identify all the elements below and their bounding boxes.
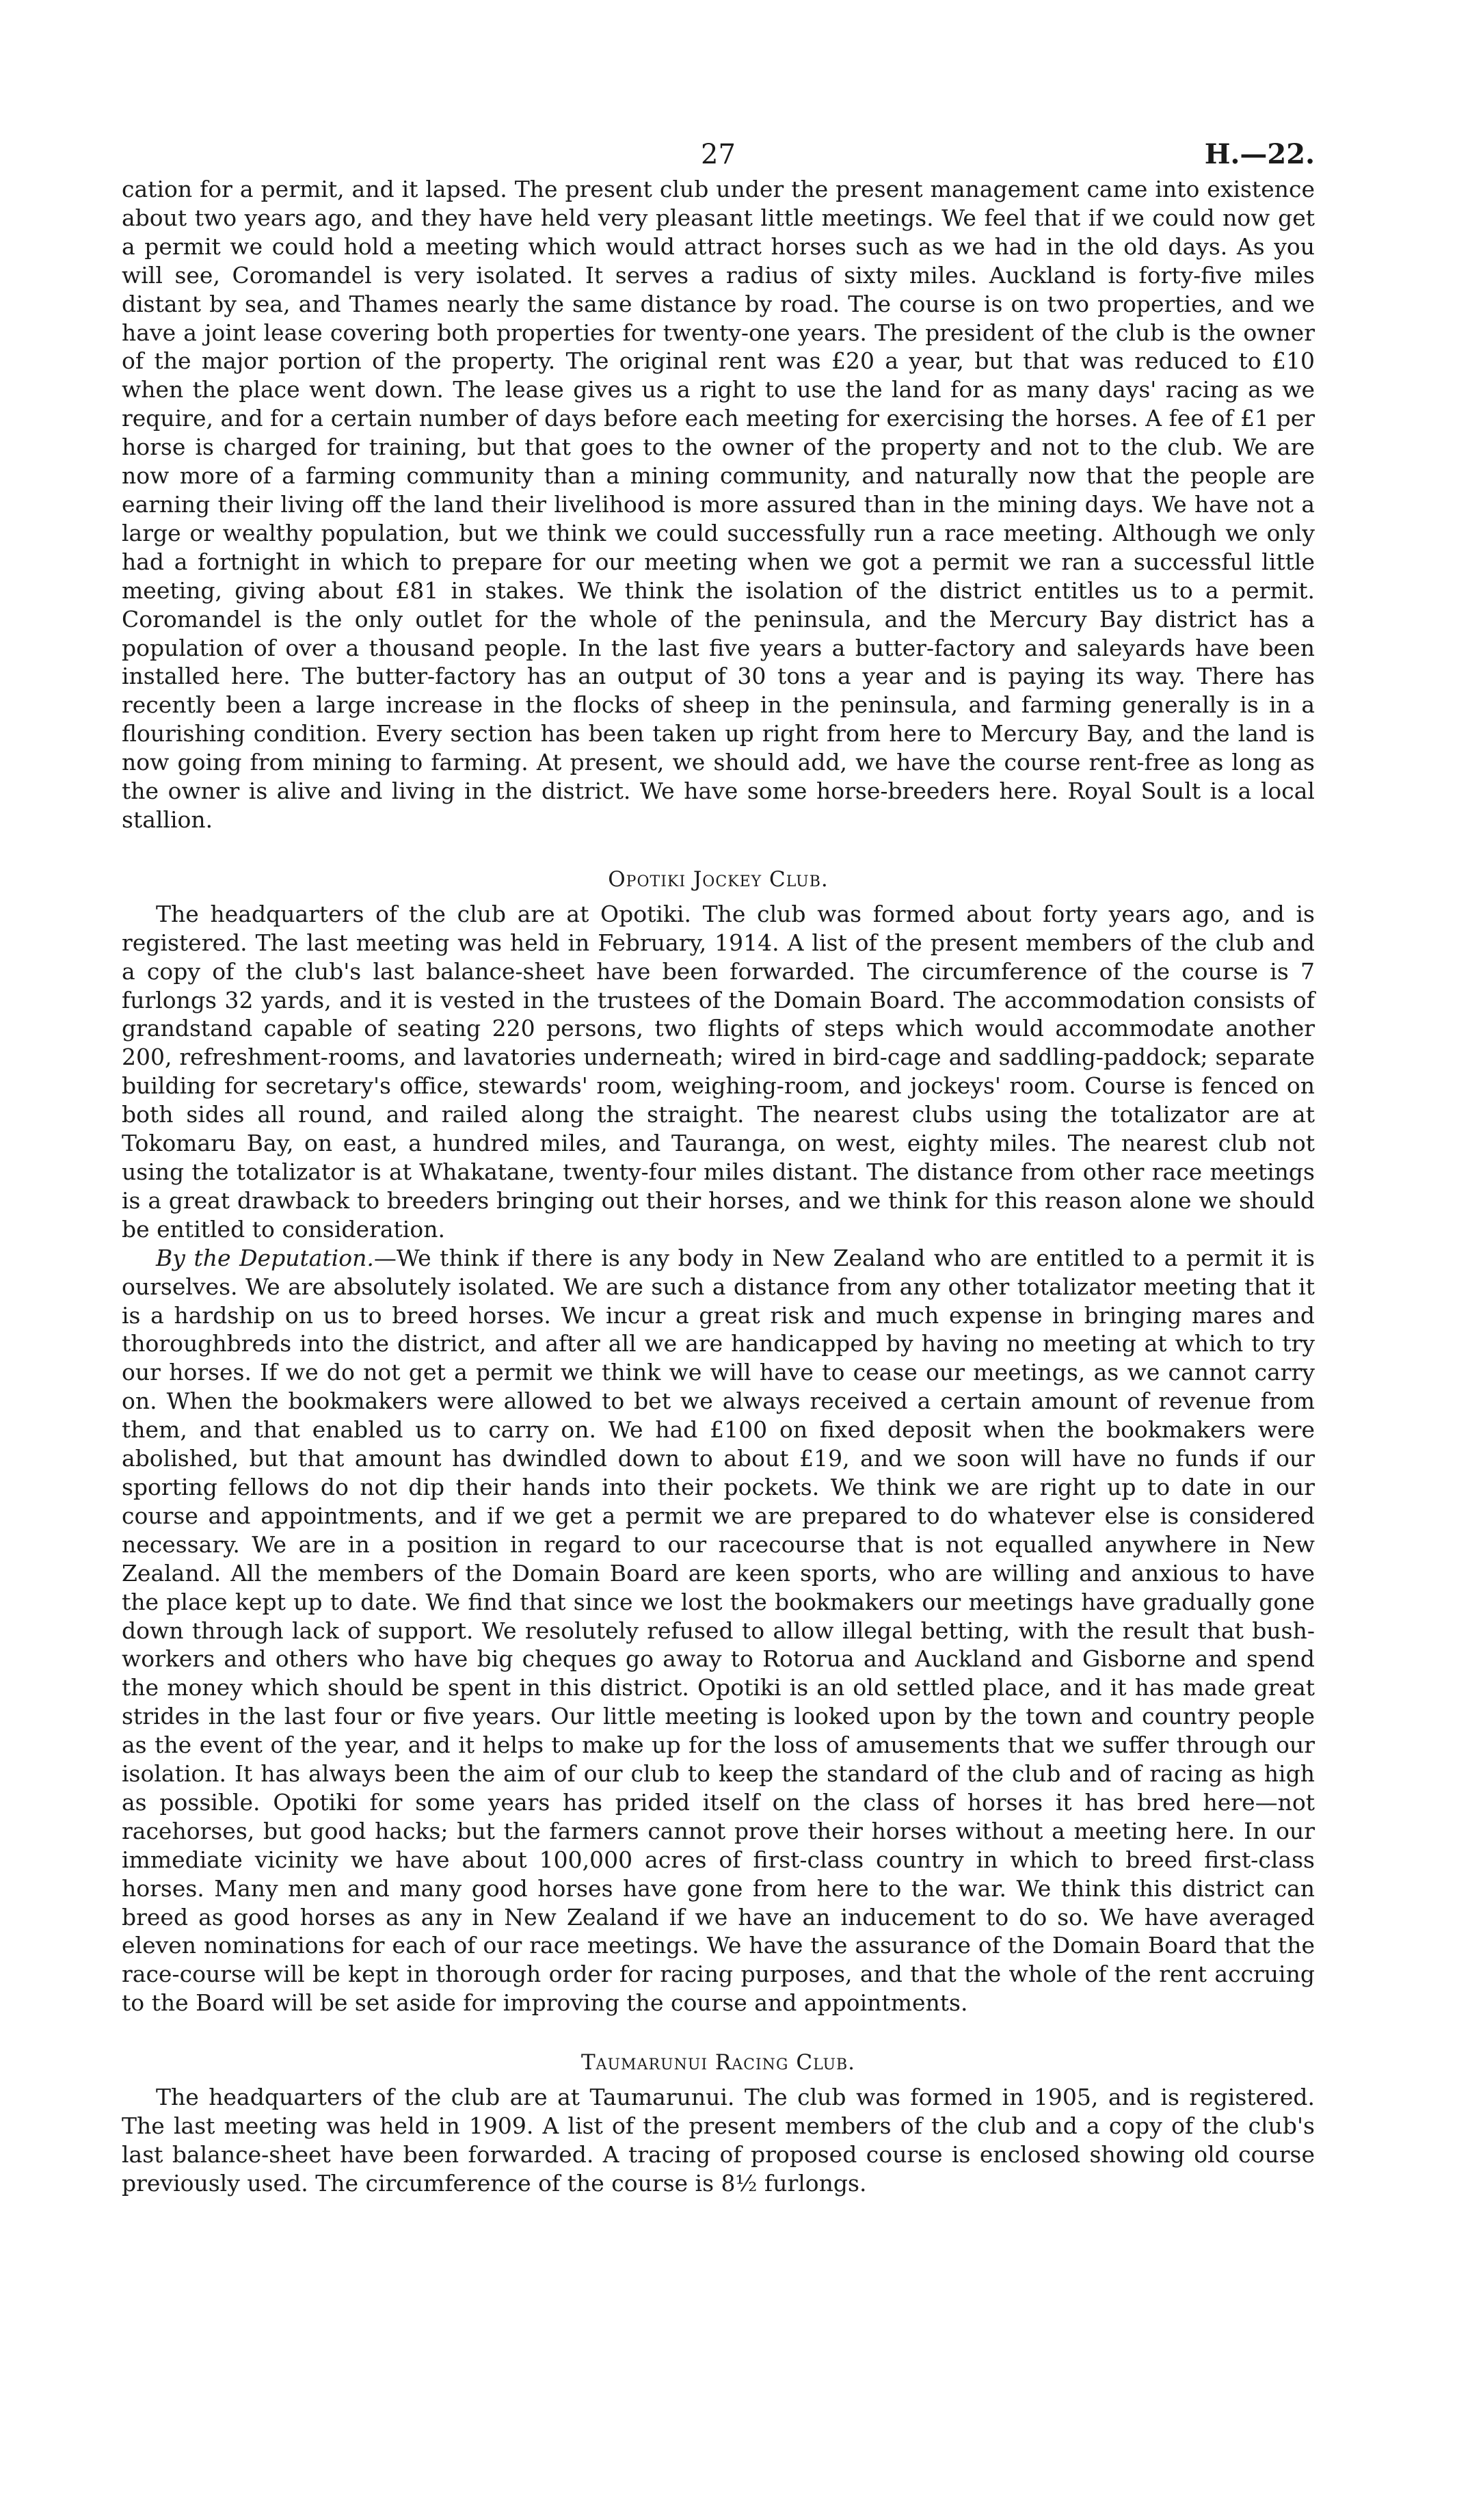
taumarunui-racing-club-section bbox=[122, 2049, 1315, 2198]
deputation-lead: By the Deputation. bbox=[156, 1244, 374, 1271]
coromandel-continuation-section bbox=[122, 175, 1315, 834]
body-paragraph: The headquarters of the club are at Opotiki. The club was formed about forty years ago, and is registered. The last meeting was held in February, 1914. A list of the present members of the club and a copy of the club's last balance-sheet have been forwarded. The circumference of the course is 7 furlongs 32 yards, and it is vested in the trustees of the Domain Board. The accommodation consists of grandstand capable of seating 220 persons, two flights of steps which would accommodate another 200, refreshment-rooms, and lavatories underneath; wired in bird-cage and saddling-paddock; separate building for secretary's office, stewards' room, weighing-room, and jockeys' room. Course is fenced on both sides all round, and railed along the straight. The nearest clubs using the totalizator are at Tokomaru Bay, on east, a hundred miles, and Tauranga, on west, eighty miles. The nearest club not using the totalizator is at Whakatane, twenty-four miles distant. The distance from other race meetings is a great drawback to breeders bringing out their horses, and we think for this reason alone we should be entitled to consideration. bbox=[122, 900, 1315, 1243]
section-heading: Taumarunui Racing Club. bbox=[580, 2050, 856, 2075]
running-head bbox=[122, 134, 1315, 175]
document-page bbox=[122, 134, 1315, 2198]
body-paragraph: cation for a permit, and it lapsed. The present club under the present management came into existence about two years ago, and they have held very pleasant little meetings. We feel that if we could now get a permit we could hold a meeting which would attract horses such as we had in the old days. As you will see, Coromandel is very isolated. It serves a radius of sixty miles. Auckland is forty-five miles distant by sea, and Thames nearly the same distance by road. The course is on two properties, and we have a joint lease covering both properties for twenty-one years. The president of the club is the owner of the major portion of the property. The original rent was £20 a year, but that was reduced to £10 when the place went down. The lease gives us a right to use the land for as many days' racing as we require, and for a certain number of days before each meeting for exercising the horses. A fee of £1 per horse is charged for training, but that goes to the owner of the property and not to the club. We are now more of a farming community than a mining community, and naturally now that the people are earning their living off the land their livelihood is more assured than in the mining days. We have not a large or wealthy population, but we think we could successfully run a race meeting. Although we only had a fortnight in which to prepare for our meeting when we got a permit we ran a successful little meeting, giving about £81 in stakes. We think the isolation of the district entitles us to a permit. Coromandel is the only outlet for the whole of the peninsula, and the Mercury Bay district has a population of over a thousand people. In the last five years a butter-factory and saleyards have been installed here. The butter-factory has an output of 30 tons a year and is paying its way. There has recently been a large increase in the flocks of sheep in the peninsula, and farming generally is in a flourishing condition. Every section has been taken up right from here to Mercury Bay, and the land is now going from mining to farming. At present, we should add, we have the course rent-free as long as the owner is alive and living in the district. We have some horse-breeders here. Royal Soult is a local stallion. bbox=[122, 176, 1315, 833]
deputation-text: —We think if there is any body in New Zealand who are entitled to a permit it is ourselves. We are absolutely isolated. We are such a distance from any other totalizator meeting that it is a hardship on us to breed horses. We incur a great risk and much expense in bringing mares and thoroughbreds into the district, and after all we are handicapped by having no meeting at which to try our horses. If we do not get a permit we think we will have to cease our meetings, as we cannot carry on. When the bookmakers were allowed to bet we always received a certain amount of revenue from them, and that enabled us to carry on. We had £100 on fixed deposit when the bookmakers were abolished, but that amount has dwindled down to about £19, and we soon will have no funds if our sporting fellows do not dip their hands into their pockets. We think we are right up to date in our course and appointments, and if we get a permit we are prepared to do whatever else is considered necessary. We are in a position in regard to our racecourse that is not equalled anywhere in New Zealand. All the members of the Domain Board are keen sports, who are willing and anxious to have the place kept up to date. We find that since we lost the bookmakers our meetings have gradually gone down through lack of support. We resolutely refused to allow illegal betting, with the result that bush-workers and others who have big cheques go away to Rotorua and Auckland and Gisborne and spend the money which should be spent in this district. Opotiki is an old settled place, and it has made great strides in the last four or five years. Our little meeting is looked upon by the town and country people as the event of the year, and it helps to make up for the loss of amusements that we suffer through our isolation. It has always been the aim of our club to keep the standard of the club and of racing as high as possible. Opotiki for some years has prided itself on the class of horses it has bred here—not racehorses, but good hacks; but the farmers cannot prove their horses without a meeting here. In our immediate vicinity we have about 100,000 acres of first-class country in which to breed first-class horses. Many men and many good horses have gone from here to the war. We think this district can breed as good horses as any in New Zealand if we have an inducement to do so. We have averaged eleven nominations for each of our race meetings. We have the assurance of the Domain Board that the race-course will be kept in thorough order for racing purposes, and that the whole of the rent accruing to the Board will be set aside for improving the course and appointments. bbox=[122, 1244, 1315, 2017]
document-reference: H.—22. bbox=[1204, 138, 1315, 170]
opotiki-jockey-club-section bbox=[122, 866, 1315, 2017]
page-number: 27 bbox=[701, 139, 736, 170]
section-heading: Opotiki Jockey Club. bbox=[608, 866, 829, 892]
body-paragraph: The headquarters of the club are at Taumarunui. The club was formed in 1905, and is registered. The last meeting was held in 1909. A list of the present members of the club and a copy of the club's last balance-sheet have been forwarded. A tracing of proposed course is enclosed showing old course previously used. The circumference of the course is 8½ furlongs. bbox=[122, 2084, 1315, 2197]
deputation-paragraph bbox=[122, 1244, 1315, 2017]
